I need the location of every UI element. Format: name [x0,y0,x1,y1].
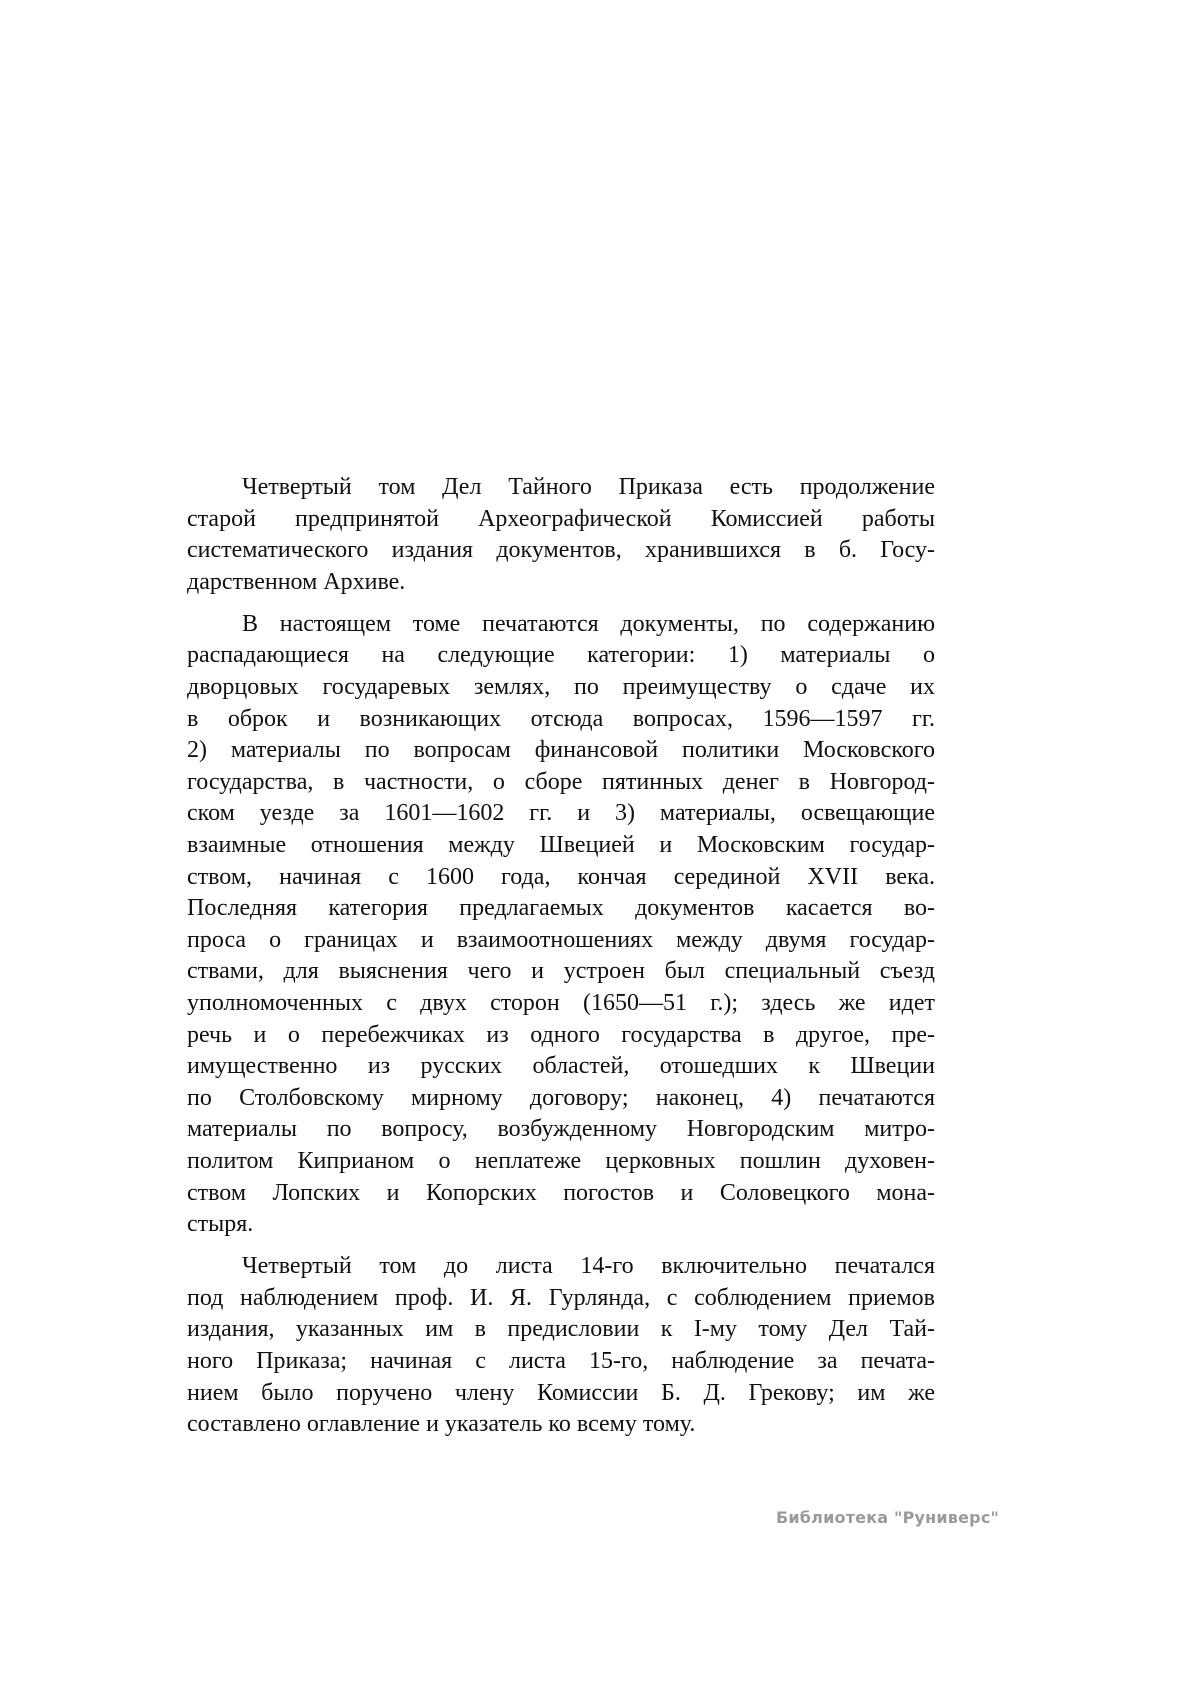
text-line: взаимные отношения между Швецией и Московским государ- [187,832,935,859]
text-line: 2) материалы по вопросам финансовой политики Московского [187,737,935,764]
text-line: проса о границах и взаимоотношениях между двумя государ- [187,926,935,953]
text-line: уполномоченных с двух сторон (1650—51 г.); здесь же идет [187,990,935,1016]
text-line: дарственном Архиве. [187,568,406,595]
text-line: государства, в частности, о сборе пятинных денег в Новгород- [187,768,935,795]
library-watermark: Библиотека "Руниверс" [776,1508,1000,1527]
text-line: издания, указанных им в предисловии к I-му тому Дел Тай- [187,1316,935,1343]
document-body [187,472,935,1451]
text-line: В настоящем томе печатаются документы, по содержанию [242,610,935,637]
text-line: политом Киприаном о неплатеже церковных пошлин духовен- [187,1147,935,1174]
text-line: дворцовых государевых землях, по преимуществу о сдаче их [187,674,935,701]
text-line: под наблюдением проф. И. Я. Гурлянда, с соблюдением приемов [187,1284,935,1311]
text-line: ствами, для выяснения чего и устроен был специальный съезд [187,958,935,985]
text-line: составлено оглавление и указатель ко всему тому. [187,1411,696,1438]
text-line: ством, начиная с 1600 года, кончая серединой XVII века. [187,863,935,890]
text-line: в оброк и возникающих отсюда вопросах, 1596—1597 гг. [187,705,935,732]
text-line: Четвертый том Дел Тайного Приказа есть продолжение [242,474,935,500]
paragraph [187,609,935,1241]
paragraph [187,472,935,598]
text-line: ного Приказа; начиная с листа 15-го, наблюдение за печата- [187,1348,935,1375]
text-line: имущественно из русских областей, отошедших к Швеции [187,1053,935,1080]
text-line: материалы по вопросу, возбужденному Новгородским митро- [187,1116,935,1143]
text-line: стыря. [187,1211,254,1238]
text-line: речь и о перебежчиках из одного государства в другое, пре- [187,1021,935,1048]
text-line: по Столбовскому мирному договору; наконец, 4) печатаются [187,1084,935,1111]
paragraph [187,1251,935,1441]
text-line: ском уезде за 1601—1602 гг. и 3) материалы, освещающие [187,800,935,827]
text-line: Четвертый том до листа 14-го включительно печатался [242,1253,935,1280]
text-line: систематического издания документов, хранившихся в б. Госу- [187,537,935,564]
text-line: старой предпринятой Археографической Комиссией работы [187,505,935,532]
text-line: ством Лопских и Копорских погостов и Соловецкого мона- [187,1179,935,1206]
text-line: нием было поручено члену Комиссии Б. Д. Грекову; им же [187,1379,935,1406]
text-line: распадающиеся на следующие категории: 1) материалы о [187,642,935,669]
text-line: Последняя категория предлагаемых документов касается во- [187,895,935,922]
